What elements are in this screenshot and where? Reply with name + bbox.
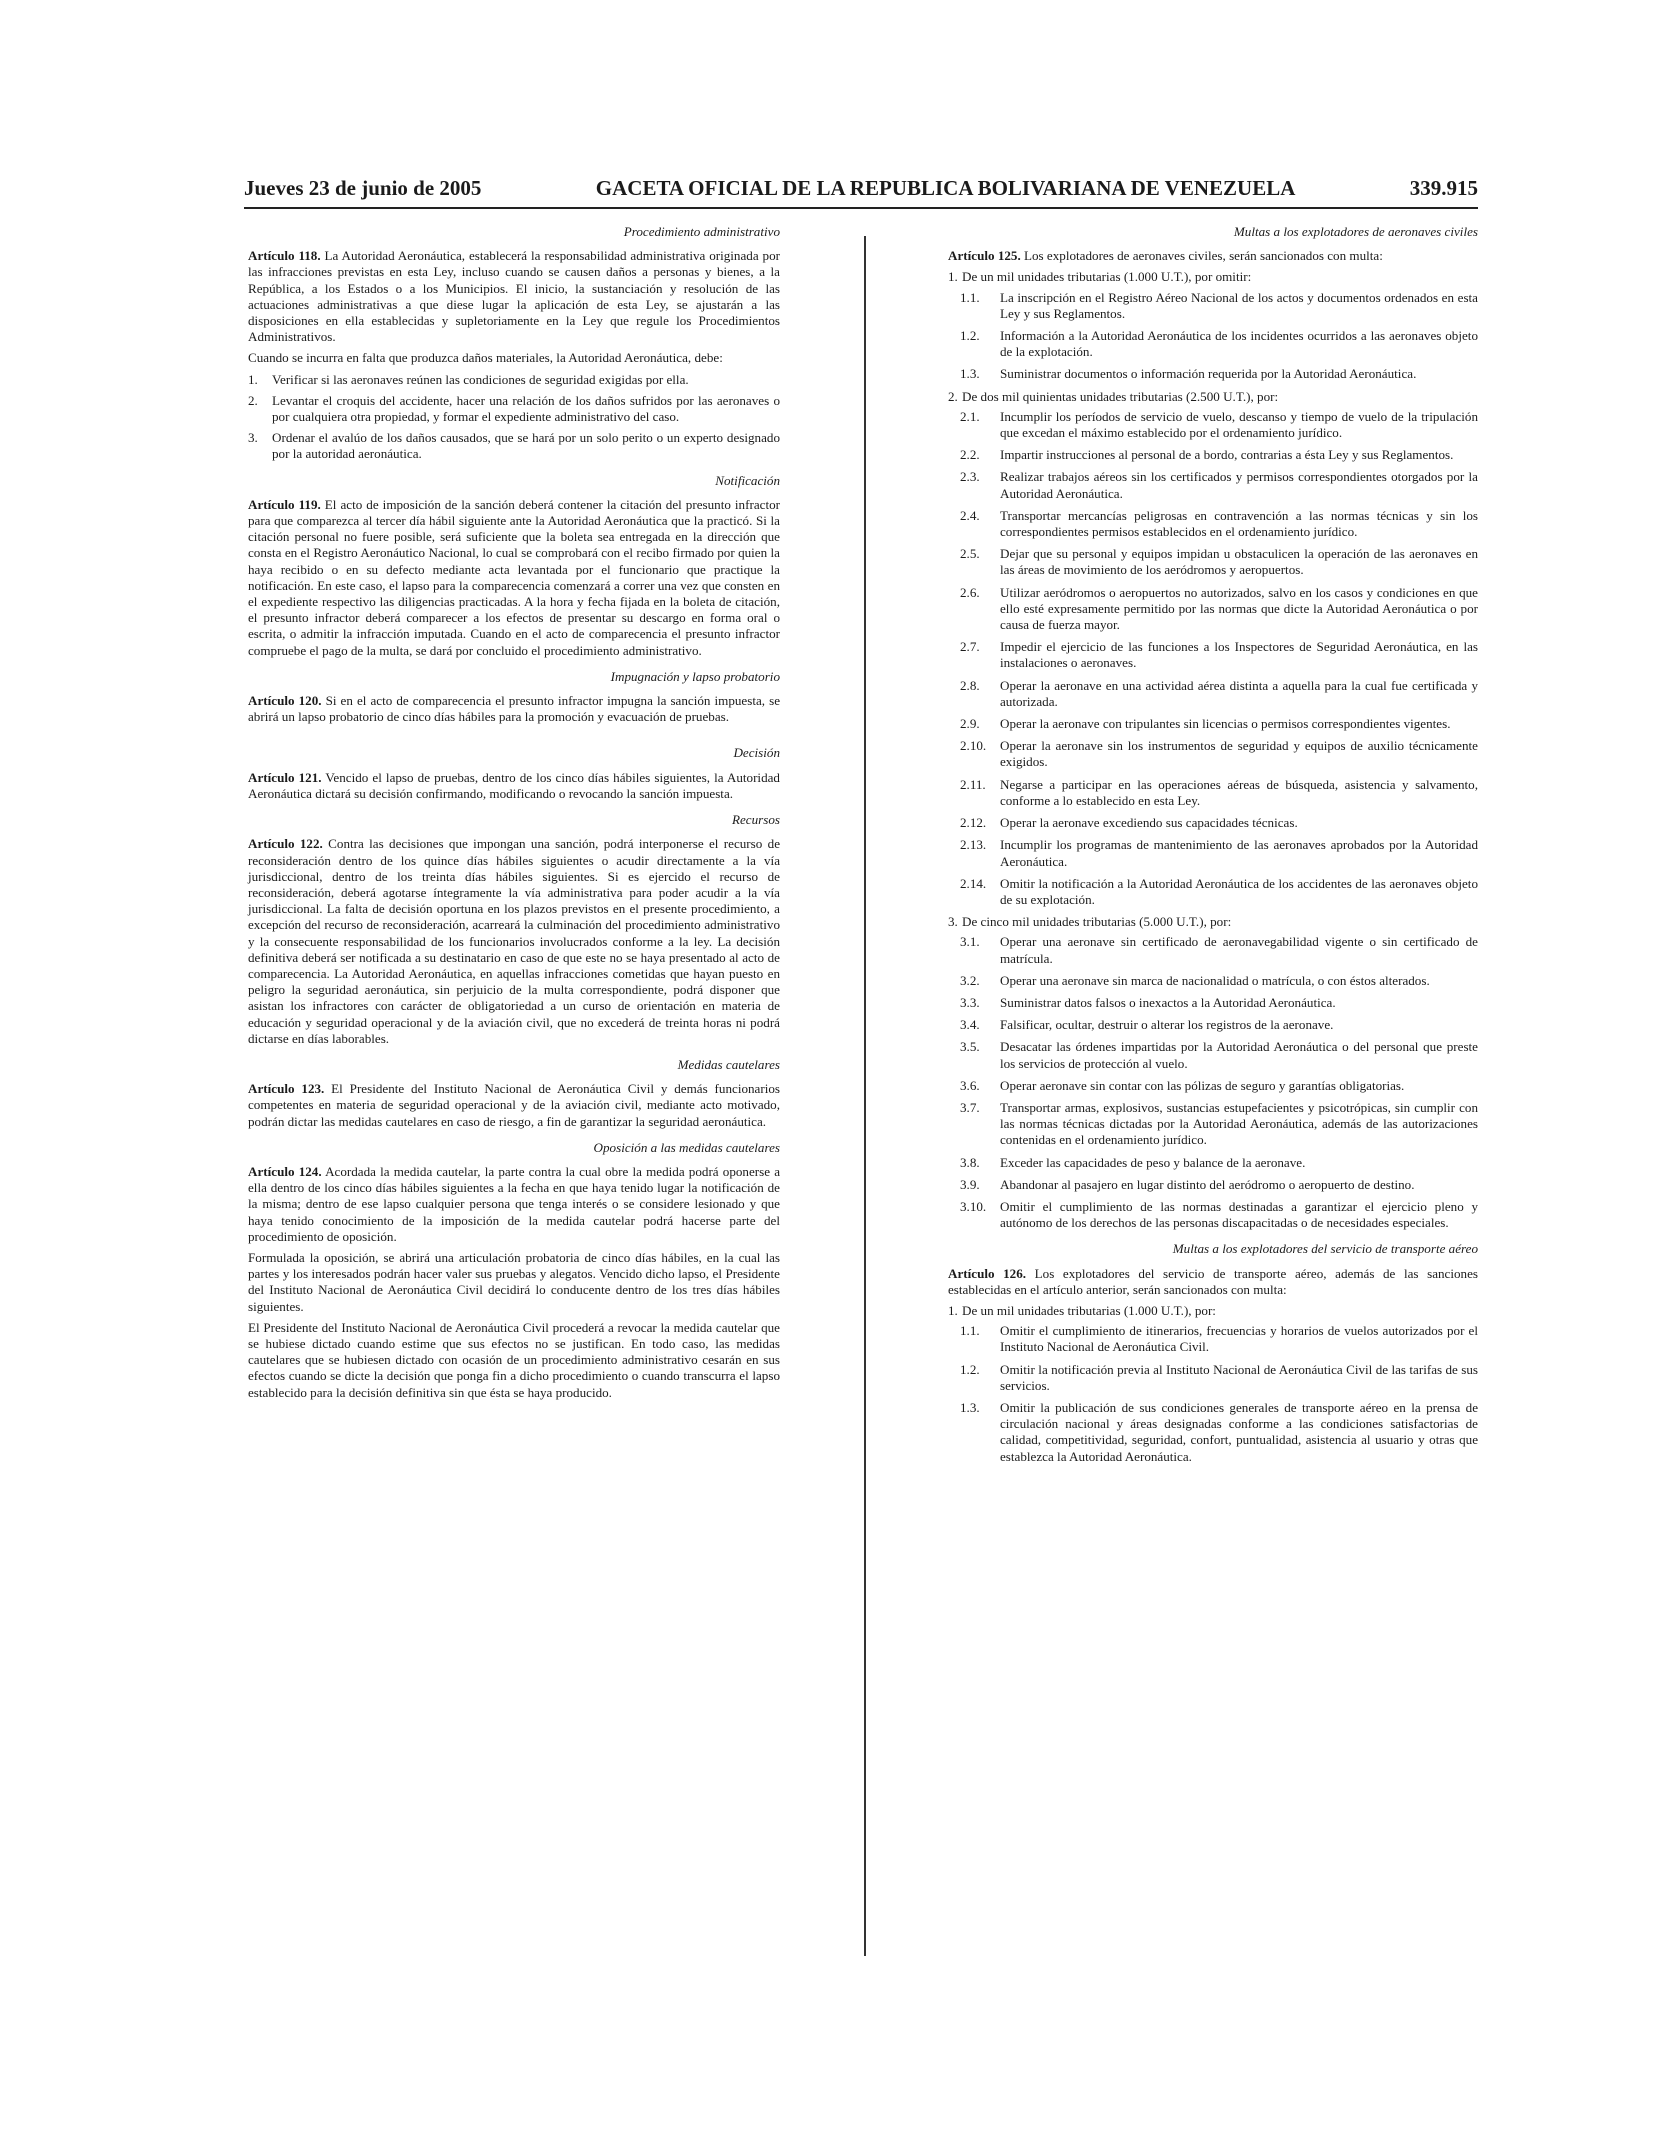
list-subitem <box>960 409 1478 441</box>
article-text: Los explotadores del servicio de transporte aéreo, además de las sanciones establecidas en el artículo anterior, serán sancionados con multa: <box>948 1265 1479 1297</box>
list-item <box>248 372 780 388</box>
article-number: Artículo 122. <box>248 836 323 852</box>
penalty-group <box>948 269 1478 382</box>
item-text: Operar la aeronave con tripulantes sin licencias o permisos correspondientes vigentes. <box>1000 716 1451 732</box>
article-124 <box>248 1164 780 1245</box>
article-text: Acordada la medida cautelar, la parte contra la cual obre la medida podrá oponerse a ella dentro de los cinco días hábiles siguientes a la fecha en que haya tenido lugar la notificación de la misma; dentro de ese lapso cualquier persona que tenga interés o se considere lesionado y que haya tenido conocimiento de la imposición de la medida cautelar podrá hacerse parte del procedimiento de oposición. <box>248 1163 781 1244</box>
item-number: 2.9. <box>960 716 980 732</box>
item-text: Utilizar aeródromos o aeropuertos no autorizados, salvo en los casos y condiciones en que ello esté expresamente permitido por las normas que dicte la Autoridad Aeronáutica o por causa de fuerza mayor. <box>1000 584 1478 633</box>
item-number: 2.10. <box>960 738 987 754</box>
list-subitem <box>960 738 1478 770</box>
list-subitem <box>960 290 1478 322</box>
item-number: 2.1. <box>960 408 980 424</box>
article-121 <box>248 770 780 802</box>
list-subitem <box>960 1199 1478 1231</box>
article-number: Artículo 123. <box>248 1081 325 1097</box>
item-text: Incumplir los programas de mantenimiento de las aeronaves aprobados por la Autoridad Aeronáutica. <box>1000 837 1478 869</box>
list-subitem <box>960 366 1478 382</box>
section-heading: Impugnación y lapso probatorio <box>610 668 780 684</box>
section-heading: Multas a los explotadores de aeronaves civiles <box>1233 224 1478 239</box>
section-heading: Oposición a las medidas cautelares <box>593 1139 780 1155</box>
item-number: 1.3. <box>960 366 980 382</box>
article-number: Artículo 121. <box>248 769 322 785</box>
item-number: 3.6. <box>960 1077 980 1093</box>
list-subitem <box>960 1177 1478 1193</box>
article-text: Contra las decisiones que impongan una sanción, podrá interponerse el recurso de reconsideración dentro de los quince días hábiles siguientes o acudir directamente a la vía jurisdiccional, dentro de los treinta días hábiles siguientes. Si es ejercido el recurso de reconsideración, deberá agotarse íntegramente la vía administrativa para poder acudir a la vía jurisdiccional. La falta de decisión oportuna en los plazos previstos en el presente procedimiento, a excepción del recurso de reconsideración, acarreará la culminación del procedimiento administrativo y la consecuente responsabilidad de los funcionarios involucrados conforme a la ley. La decisión definitiva deberá ser notificada a su destinatario en caso de que este no se haya presentado al acto de comparecencia. La Autoridad Aeronáutica, en aquellas infracciones cometidas que hayan puesto en peligro la seguridad aeronáutica, sin perjuicio de la multa correspondiente, podrá disponer que asistan los infractores con carácter de obligatoriedad a un curso de orientación en materia de educación y seguridad operacional y de la aviación civil, que no excederá de treinta horas ni podrá dictarse en días laborables. <box>248 836 781 1046</box>
list-subitem <box>960 1039 1478 1071</box>
item-number: 1.1. <box>960 289 980 305</box>
item-number: 3. <box>248 430 258 446</box>
list-item <box>248 430 780 462</box>
article-119 <box>248 497 780 659</box>
item-text: Omitir el cumplimiento de itinerarios, frecuencias y horarios de vuelos autorizados por el Instituto Nacional de Aeronáutica Civil. <box>1000 1323 1478 1355</box>
item-text: Operar aeronave sin contar con las pólizas de seguro y garantías obligatorias. <box>1000 1077 1405 1093</box>
list-item <box>948 914 1478 930</box>
item-text: Operar una aeronave sin marca de nacionalidad o matrícula, o con éstos alterados. <box>1000 972 1430 988</box>
item-text: Dejar que su personal y equipos impidan u obstaculicen la operación de las aeronaves en las áreas de movimiento de los aeródromos y aeropuertos. <box>1000 546 1478 578</box>
item-number: 2.2. <box>960 447 980 463</box>
item-text: De cinco mil unidades tributarias (5.000 U.T.), por: <box>962 914 1232 930</box>
section-heading: Decisión <box>733 745 780 761</box>
header-rule <box>244 207 1478 209</box>
right-column <box>948 224 1478 1471</box>
item-text: Abandonar al pasajero en lugar distinto del aeródromo o aeropuerto de destino. <box>1000 1176 1415 1192</box>
item-text: Omitir la notificación a la Autoridad Aeronáutica de los accidentes de las aeronaves objeto de su explotación. <box>1000 875 1478 907</box>
list-subitem <box>960 508 1478 540</box>
section-heading: Procedimiento administrativo <box>623 224 780 239</box>
penalty-group <box>948 914 1478 1231</box>
article-118 <box>248 248 780 345</box>
item-text: De un mil unidades tributarias (1.000 U.T.), por: <box>962 1302 1216 1318</box>
item-number: 3.3. <box>960 994 980 1010</box>
item-number: 1.2. <box>960 1361 980 1377</box>
item-text: Operar la aeronave en una actividad aérea distinta a aquella para la cual fue certificada y autorizada. <box>1000 677 1478 709</box>
item-text: De dos mil quinientas unidades tributarias (2.500 U.T.), por: <box>962 388 1279 404</box>
article-text: El Presidente del Instituto Nacional de Aeronáutica Civil y demás funcionarios competentes en materia de seguridad operacional y de la aviación civil, mediante acto motivado, podrán dictar las medidas cautelares en caso de riesgo, a fin de garantizar la seguridad aeronáutica. <box>248 1081 781 1129</box>
list-subitem <box>960 585 1478 634</box>
list-subitem <box>960 815 1478 831</box>
item-text: Impedir el ejercicio de las funciones a los Inspectores de Seguridad Aeronáutica, en las instalaciones o aeronaves. <box>1000 639 1478 671</box>
item-number: 3.5. <box>960 1039 980 1055</box>
item-text: Omitir la publicación de sus condiciones generales de transporte aéreo en la prensa de circulación nacional y áreas designadas conforme a las condiciones satisfactorias de calidad, competitividad, seguridad, confort, puntualidad, asistencia al usuario y otras que establezca la Autoridad Aeronáutica. <box>1000 1399 1478 1464</box>
list-subitem <box>960 1323 1478 1355</box>
item-text: Ordenar el avalúo de los daños causados, que se hará por un solo perito o un experto designado por la autoridad aeronáutica. <box>272 430 780 462</box>
list-item <box>948 1303 1478 1319</box>
list-item <box>948 269 1478 285</box>
item-text: De un mil unidades tributarias (1.000 U.T.), por omitir: <box>962 269 1252 285</box>
article-120 <box>248 693 780 725</box>
item-text: Omitir el cumplimiento de las normas destinadas a garantizar el ejercicio pleno y autónomo de los derechos de las personas discapacitadas o de necesidades especiales. <box>1000 1198 1478 1231</box>
item-number: 1. <box>948 1302 958 1318</box>
list-subitem <box>960 973 1478 989</box>
list-item <box>948 389 1478 405</box>
item-number: 2.7. <box>960 639 980 655</box>
column-divider <box>864 236 866 1956</box>
article-text: Los explotadores de aeronaves civiles, serán sancionados con multa: <box>1024 248 1383 264</box>
header-title: GACETA OFICIAL DE LA REPUBLICA BOLIVARIANA DE VENEZUELA <box>595 176 1296 200</box>
list-subitem <box>960 328 1478 360</box>
list-subitem <box>960 1362 1478 1394</box>
item-text: Información a la Autoridad Aeronáutica de los incidentes ocurridos a las aeronaves objeto de la explotación. <box>1000 328 1478 360</box>
item-text: Suministrar documentos o información requerida por la Autoridad Aeronáutica. <box>1000 366 1417 382</box>
item-text: Omitir la notificación previa al Instituto Nacional de Aeronáutica Civil de las tarifas de sus servicios. <box>1000 1361 1478 1393</box>
article-text: El acto de imposición de la sanción deberá contener la citación del presunto infractor para que comparezca al tercer día hábil siguiente ante la Autoridad Aeronáutica que la practicó. Si la citación personal no fuere posible, será suficiente que la boleta sea entregada en la dirección que consta en el Registro Aeronáutico Nacional, lo cual se comprobará con el recibo firmado por quien la haya recibido o en su defecto mediante acta levantada por el funcionario que practique la notificación. En este caso, el lapso para la comparecencia comenzará a correr una vez que consten en el expediente respectivo las diligencias practicadas. A la hora y fecha fijada en la boleta de citación, el presunto infractor deberá comparecer a los efectos de presentar su descargo en forma oral o escrita, o admitir la infracción imputada. Cuando en el acto de comparecencia el presunto infractor compruebe el pago de la multa, se dará por concluido el procedimiento administrativo. <box>248 496 780 658</box>
penalty-group <box>948 1303 1478 1465</box>
item-number: 2.8. <box>960 677 980 693</box>
item-number: 3.4. <box>960 1017 980 1033</box>
list-subitem <box>960 639 1478 671</box>
list-subitem <box>960 1100 1478 1149</box>
article-122 <box>248 836 780 1047</box>
item-number: 3.8. <box>960 1154 980 1170</box>
item-text: Realizar trabajos aéreos sin los certificados y permisos correspondientes otorgados por la Autoridad Aeronáutica. <box>1000 469 1478 501</box>
header-page-number: 339.915 <box>1409 176 1478 200</box>
header-date: Jueves 23 de junio de 2005 <box>244 176 482 200</box>
item-text: Incumplir los períodos de servicio de vuelo, descanso y tiempo de vuelo de la tripulación que excedan el máximo establecido por el ordenamiento jurídico. <box>1000 408 1478 441</box>
item-number: 3.1. <box>960 934 980 950</box>
item-number: 3.10. <box>960 1198 987 1214</box>
article-number: Artículo 124. <box>248 1163 322 1179</box>
item-text: Desacatar las órdenes impartidas por la Autoridad Aeronáutica o del personal que preste los servicios de protección al vuelo. <box>1000 1039 1478 1071</box>
section-heading: Recursos <box>731 812 780 828</box>
article-text: Vencido el lapso de pruebas, dentro de los cinco días hábiles siguientes, la Autoridad Aeronáutica dictará su decisión confirmando, modificando o revocando la sanción impuesta. <box>248 769 780 801</box>
item-number: 2. <box>248 392 258 408</box>
paragraph: El Presidente del Instituto Nacional de Aeronáutica Civil procederá a revocar la medida cautelar que se hubiese dictado cuando estime que sus efectos no se justifican. En todo caso, las medidas cautelares que se hubiesen dictado con ocasión de un procedimiento administrativo cesarán en sus efectos cuando se dicte la decisión que ponga fin a dicho procedimiento o cuando transcurra el lapso establecido para la decisión definitiva sin que ésta se haya producido. <box>248 1319 780 1400</box>
item-number: 1.1. <box>960 1323 980 1339</box>
list-subitem <box>960 837 1478 869</box>
item-text: Operar la aeronave excediendo sus capacidades técnicas. <box>1000 815 1298 831</box>
item-text: Exceder las capacidades de peso y balance de la aeronave. <box>1000 1154 1306 1170</box>
list-subitem <box>960 1400 1478 1465</box>
item-number: 2.11. <box>960 776 986 792</box>
paragraph: Formulada la oposición, se abrirá una articulación probatoria de cinco días hábiles, en la cual las partes y los interesados podrán hacer valer sus pruebas y alegatos. Vencido dicho lapso, el Presidente del Instituto Nacional de Aeronáutica Civil decidirá lo conducente dentro de los tres días hábiles siguientes. <box>248 1249 780 1314</box>
article-number: Artículo 119. <box>248 496 321 512</box>
left-column <box>248 224 780 1406</box>
item-text: Transportar armas, explosivos, sustancias estupefacientes y psicotrópicas, sin cumplir con las normas técnicas dictadas por la Autoridad Aeronáutica, además de las autorizaciones contenidas en el ordenamiento jurídico. <box>1000 1099 1478 1148</box>
list-subitem <box>960 1078 1478 1094</box>
list-subitem <box>960 995 1478 1011</box>
item-text: Verificar si las aeronaves reúnen las condiciones de seguridad exigidas por ella. <box>272 371 689 387</box>
list-subitem <box>960 1017 1478 1033</box>
article-text: Si en el acto de comparecencia el presunto infractor impugna la sanción impuesta, se abrirá un lapso probatorio de cinco días hábiles para la promoción y evacuación de pruebas. <box>248 693 780 725</box>
list-subitem <box>960 447 1478 463</box>
section-heading: Medidas cautelares <box>677 1056 780 1072</box>
item-number: 2.14. <box>960 875 987 891</box>
article-123 <box>248 1081 780 1130</box>
article-text: La Autoridad Aeronáutica, establecerá la responsabilidad administrativa originada por las infracciones previstas en esta Ley, incluso cuando se causen daños a personas y bienes, a la República, a los Estados o a los Municipios. El inicio, la sustanciación y resolución de las actuaciones administrativas a que diese lugar la aplicación de esta Ley, se ajustarán a las disposiciones en ella establecidas y supletoriamente en la Ley que regule los Procedimientos Administrativos. <box>248 248 781 345</box>
list-subitem <box>960 934 1478 966</box>
item-number: 2.6. <box>960 584 980 600</box>
item-number: 2.3. <box>960 469 980 485</box>
item-number: 3. <box>948 914 958 930</box>
article-126 <box>948 1266 1478 1298</box>
item-number: 2. <box>948 388 958 404</box>
article-number: Artículo 125. <box>948 248 1021 264</box>
item-number: 1. <box>248 371 258 387</box>
article-number: Artículo 126. <box>948 1265 1027 1281</box>
section-heading: Multas a los explotadores del servicio de transporte aéreo <box>1172 1241 1478 1257</box>
item-text: Levantar el croquis del accidente, hacer una relación de los daños sufridos por las aeronaves o por cualquiera otra propiedad, y formar el expediente administrativo del caso. <box>272 392 780 425</box>
list-subitem <box>960 777 1478 809</box>
list-item <box>248 393 780 425</box>
article-number: Artículo 118. <box>248 248 321 264</box>
item-text: Negarse a participar en las operaciones aéreas de búsqueda, asistencia y salvamento, conforme a lo establecido en esta Ley. <box>1000 776 1478 808</box>
item-number: 2.13. <box>960 837 987 853</box>
paragraph: Cuando se incurra en falta que produzca daños materiales, la Autoridad Aeronáutica, debe: <box>248 350 723 366</box>
list-subitem <box>960 546 1478 578</box>
item-text: Falsificar, ocultar, destruir o alterar los registros de la aeronave. <box>1000 1017 1334 1033</box>
item-number: 2.5. <box>960 546 980 562</box>
item-number: 2.4. <box>960 507 980 523</box>
item-number: 1.3. <box>960 1399 980 1415</box>
item-number: 3.7. <box>960 1099 980 1115</box>
item-number: 1.2. <box>960 328 980 344</box>
list-subitem <box>960 1155 1478 1171</box>
article-125 <box>948 248 1478 264</box>
item-number: 3.2. <box>960 972 980 988</box>
item-text: Impartir instrucciones al personal de a bordo, contrarias a ésta Ley y sus Reglamentos. <box>1000 447 1454 463</box>
list-subitem <box>960 469 1478 501</box>
item-number: 1. <box>948 269 958 285</box>
item-text: La inscripción en el Registro Aéreo Nacional de los actos y documentos ordenados en esta Ley y sus Reglamentos. <box>1000 289 1478 321</box>
item-text: Transportar mercancías peligrosas en contravención a las normas técnicas y sin los correspondientes permisos establecidos en el ordenamiento jurídico. <box>1000 507 1478 540</box>
list-subitem <box>960 716 1478 732</box>
section-heading: Notificación <box>715 472 780 488</box>
item-text: Operar una aeronave sin certificado de aeronavegabilidad vigente o sin certificado de matrícula. <box>1000 934 1478 966</box>
list-subitem <box>960 876 1478 908</box>
list-subitem <box>960 678 1478 710</box>
item-number: 2.12. <box>960 815 987 831</box>
item-number: 3.9. <box>960 1176 980 1192</box>
article-number: Artículo 120. <box>248 693 322 709</box>
item-text: Suministrar datos falsos o inexactos a la Autoridad Aeronáutica. <box>1000 994 1336 1010</box>
item-text: Operar la aeronave sin los instrumentos de seguridad y equipos de auxilio técnicamente exigidos. <box>1000 738 1478 770</box>
penalty-group <box>948 389 1478 908</box>
